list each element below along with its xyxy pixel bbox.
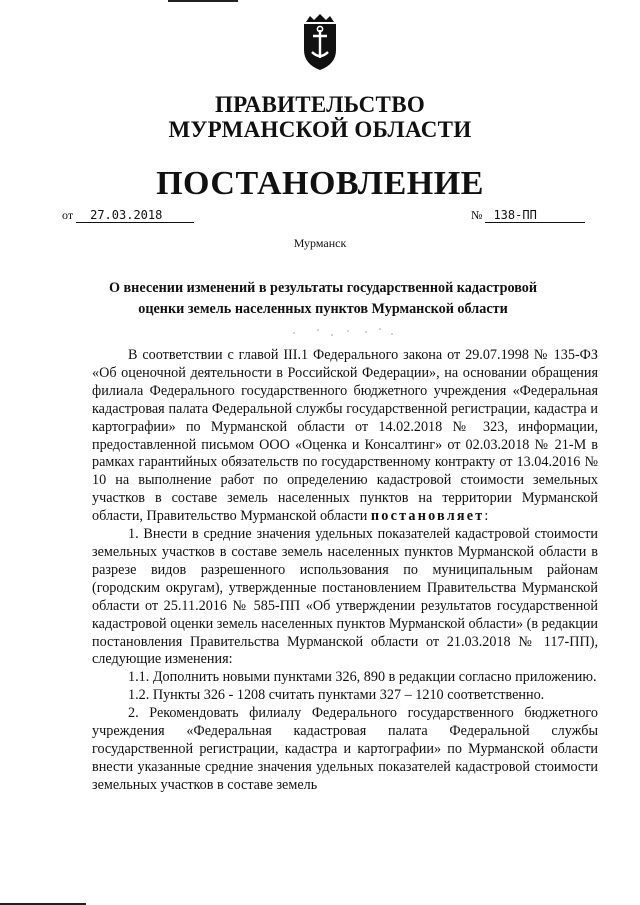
paragraph-preamble <box>92 347 598 526</box>
number-value: 138-ПП <box>485 208 585 223</box>
city: Мурманск <box>293 236 347 250</box>
org-title-line2: МУРМАНСКОЙ ОБЛАСТИ <box>168 117 472 142</box>
murmansk-coat-of-arms-icon <box>298 12 342 72</box>
date-value: 27.03.2018 <box>76 208 194 223</box>
subject-heading <box>88 278 558 320</box>
subject-line1: О внесении изменений в результаты государственной кадастровой <box>108 280 538 296</box>
org-title-line1: ПРАВИТЕЛЬСТВО <box>214 92 426 117</box>
document-type: ПОСТАНОВЛЕНИЕ <box>156 165 484 202</box>
paragraph-item-1: 1. Внести в средние значения удельных показателей кадастровой стоимости земельных участков в составе земель населенных пунктов Мурманской области в разрезе видов разрешенного использования по муниципальным районам (городским округам), утвержденные постановлением Правительства Мурманской области от 25.11.2016 № 585-ПП «Об утверждении результатов государственной кадастровой оценки земель населенных пунктов Мурманской области» (в редакции постановления Правительства Мурманской области от 21.03.2018 № 117-ПП), следующие изменения: <box>92 526 598 668</box>
date-label: от <box>62 208 74 222</box>
paragraph-item-1-1: 1.1. Дополнить новыми пунктами 326, 890 в редакции согласно приложению. <box>128 669 597 686</box>
number-label: № <box>471 208 483 222</box>
paragraph-item-2: 2. Рекомендовать филиалу Федерального государственного бюджетного учреждения «Федеральная кадастровая палата Федеральной службы государственной регистрации, кадастра и картографии» по Мурманской области внести указанные средние значения удельных показателей кадастровой стоимости земельных участков в составе земель <box>92 705 598 793</box>
number-field <box>471 208 585 223</box>
preamble-text: В соответствии с главой III.1 Федерального закона от 29.07.1998 № 135-ФЗ «Об оценочной деятельности в Российской Федерации», на основании обращения филиала Федерального государственного бюджетного учреждения «Федеральная кадастровая палата Федеральной службы государственной регистрации, кадастра и картографии» по Мурманской области от 14.02.2018 № 323, информации, предоставленной письмом ООО «Оценка и Консалтинг» от 02.03.2018 № 21-М в рамках гарантийных обязательств по государственному контракту от 13.04.2016 № 10 на выполнение работ по определению кадастровой стоимости земельных участков в составе земель населенных пунктов на территории Мурманской области, Правительство Мурманской области <box>92 347 598 525</box>
scan-noise-dots <box>288 326 398 338</box>
subject-line2: оценки земель населенных пунктов Мурманской области <box>138 301 508 317</box>
decree-word: постановляет <box>370 508 485 525</box>
paragraph-item-1-2: 1.2. Пункты 326 - 1208 считать пунктами 327 – 1210 соответственно. <box>128 687 545 704</box>
preamble-end: : <box>484 508 489 525</box>
document-body <box>92 347 598 795</box>
scan-edge-mark <box>168 0 238 2</box>
date-field <box>62 208 194 223</box>
